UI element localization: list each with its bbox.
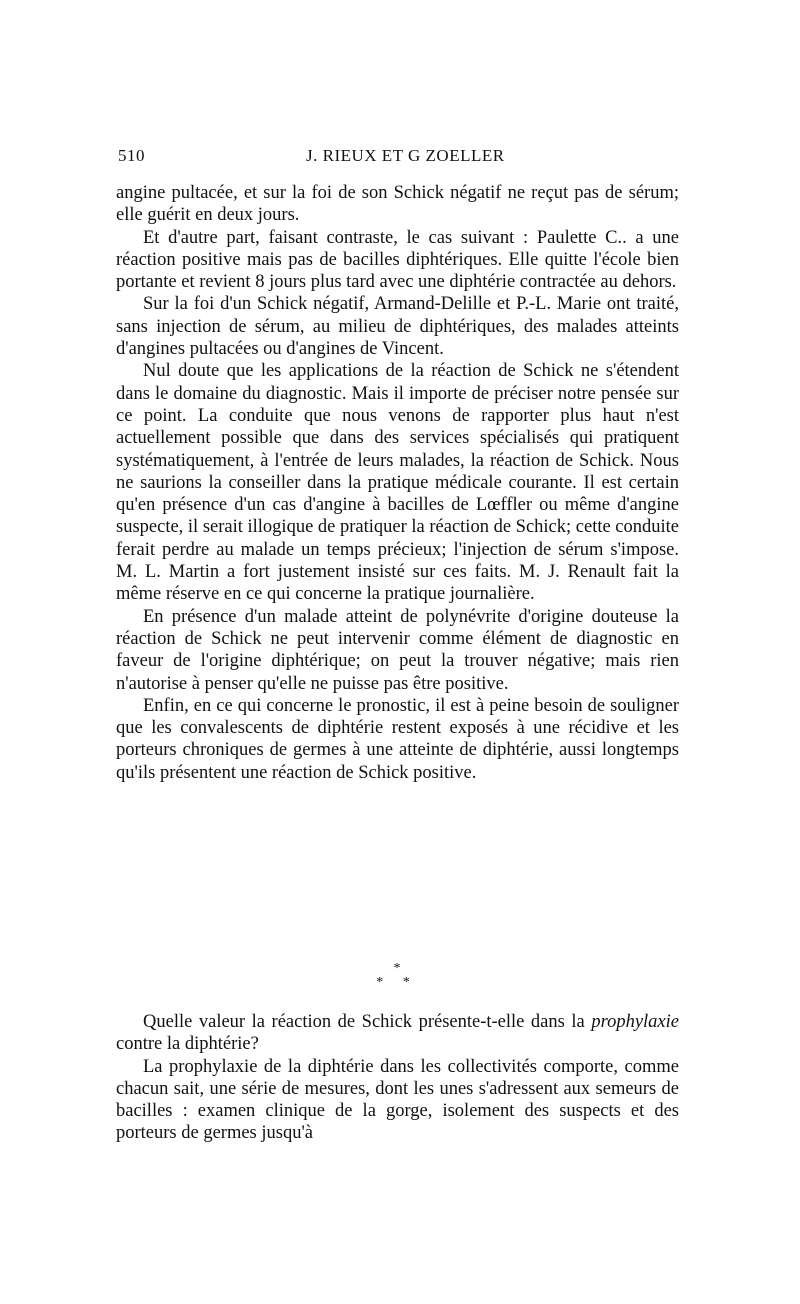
page-number: 510	[118, 146, 145, 165]
page-header	[118, 146, 678, 172]
paragraph: angine pultacée, et sur la foi de son Schick négatif ne reçut pas de sérum; elle guérit en deux jours.	[116, 183, 679, 226]
section-two	[116, 1011, 679, 1145]
separator-star-top: *	[393, 961, 401, 976]
section-separator	[372, 962, 422, 996]
paragraph: Enfin, en ce qui concerne le pronostic, il est à peine besoin de souligner que les convalescents de diphtérie restent exposés à une récidive et les porteurs chroniques de germes à une atteinte de diphtérie, aussi longtemps qu'ils présentent une réaction de Schick positive.	[116, 695, 679, 783]
paragraph: Et d'autre part, faisant contraste, le cas suivant : Paulette C.. a une réaction positive mais pas de bacilles diphtériques. Elle quitte l'école bien portante et revient 8 jours plus tard avec une diphtérie contractée au dehors.	[116, 227, 679, 293]
paragraph: En présence d'un malade atteint de polynévrite d'origine douteuse la réaction de Schick ne peut intervenir comme élément de diagnostic en faveur de l'origine diphtérique; on peut la trouver négative; mais rien n'autorise à penser qu'elle ne puisse pas être positive.	[116, 606, 679, 694]
paragraph: Nul doute que les applications de la réaction de Schick ne s'étendent dans le domaine du diagnostic. Mais il importe de préciser notre pensée sur ce point. La conduite que nous venons de rapporter plus haut n'est actuellement possible que dans des services spécialisés qui pratiquent systématiquement, à l'entrée de leurs malades, la réaction de Schick. Nous ne saurions la conseiller dans la pratique médicale courante. Il est certain qu'en présence d'un cas d'angine à bacilles de Lœffler ou même d'angine suspecte, il serait illogique de pratiquer la réaction de Schick; cette conduite ferait perdre au malade un temps précieux; l'injection de sérum s'impose. M. L. Martin a fort justement insisté sur ces faits. M. J. Renault fait la même réserve en ce qui concerne la pratique journalière.	[116, 361, 680, 605]
separator-stars-bottom: * *	[376, 975, 418, 990]
question-text: Quelle valeur la réaction de Schick présente-t-elle dans la	[143, 1012, 585, 1032]
question-text-end: contre la diphtérie?	[116, 1034, 259, 1055]
body-text	[116, 182, 679, 784]
paragraph: Sur la foi d'un Schick négatif, Armand-Delille et P.-L. Marie ont traité, sans injection de sérum, au milieu de diphtériques, des malades atteints d'angines pultacées ou d'angines de Vincent.	[116, 294, 679, 360]
section-question	[116, 1011, 679, 1056]
question-italic-term: prophylaxie	[591, 1012, 679, 1032]
running-head: J. RIEUX ET G ZOELLER	[306, 146, 505, 165]
paragraph: La prophylaxie de la diphtérie dans les collectivités comporte, comme chacun sait, une série de mesures, dont les unes s'adressent aux semeurs de bacilles : examen clinique de la gorge, isolement des suspects et des porteurs de germes jusqu'à	[116, 1056, 679, 1144]
